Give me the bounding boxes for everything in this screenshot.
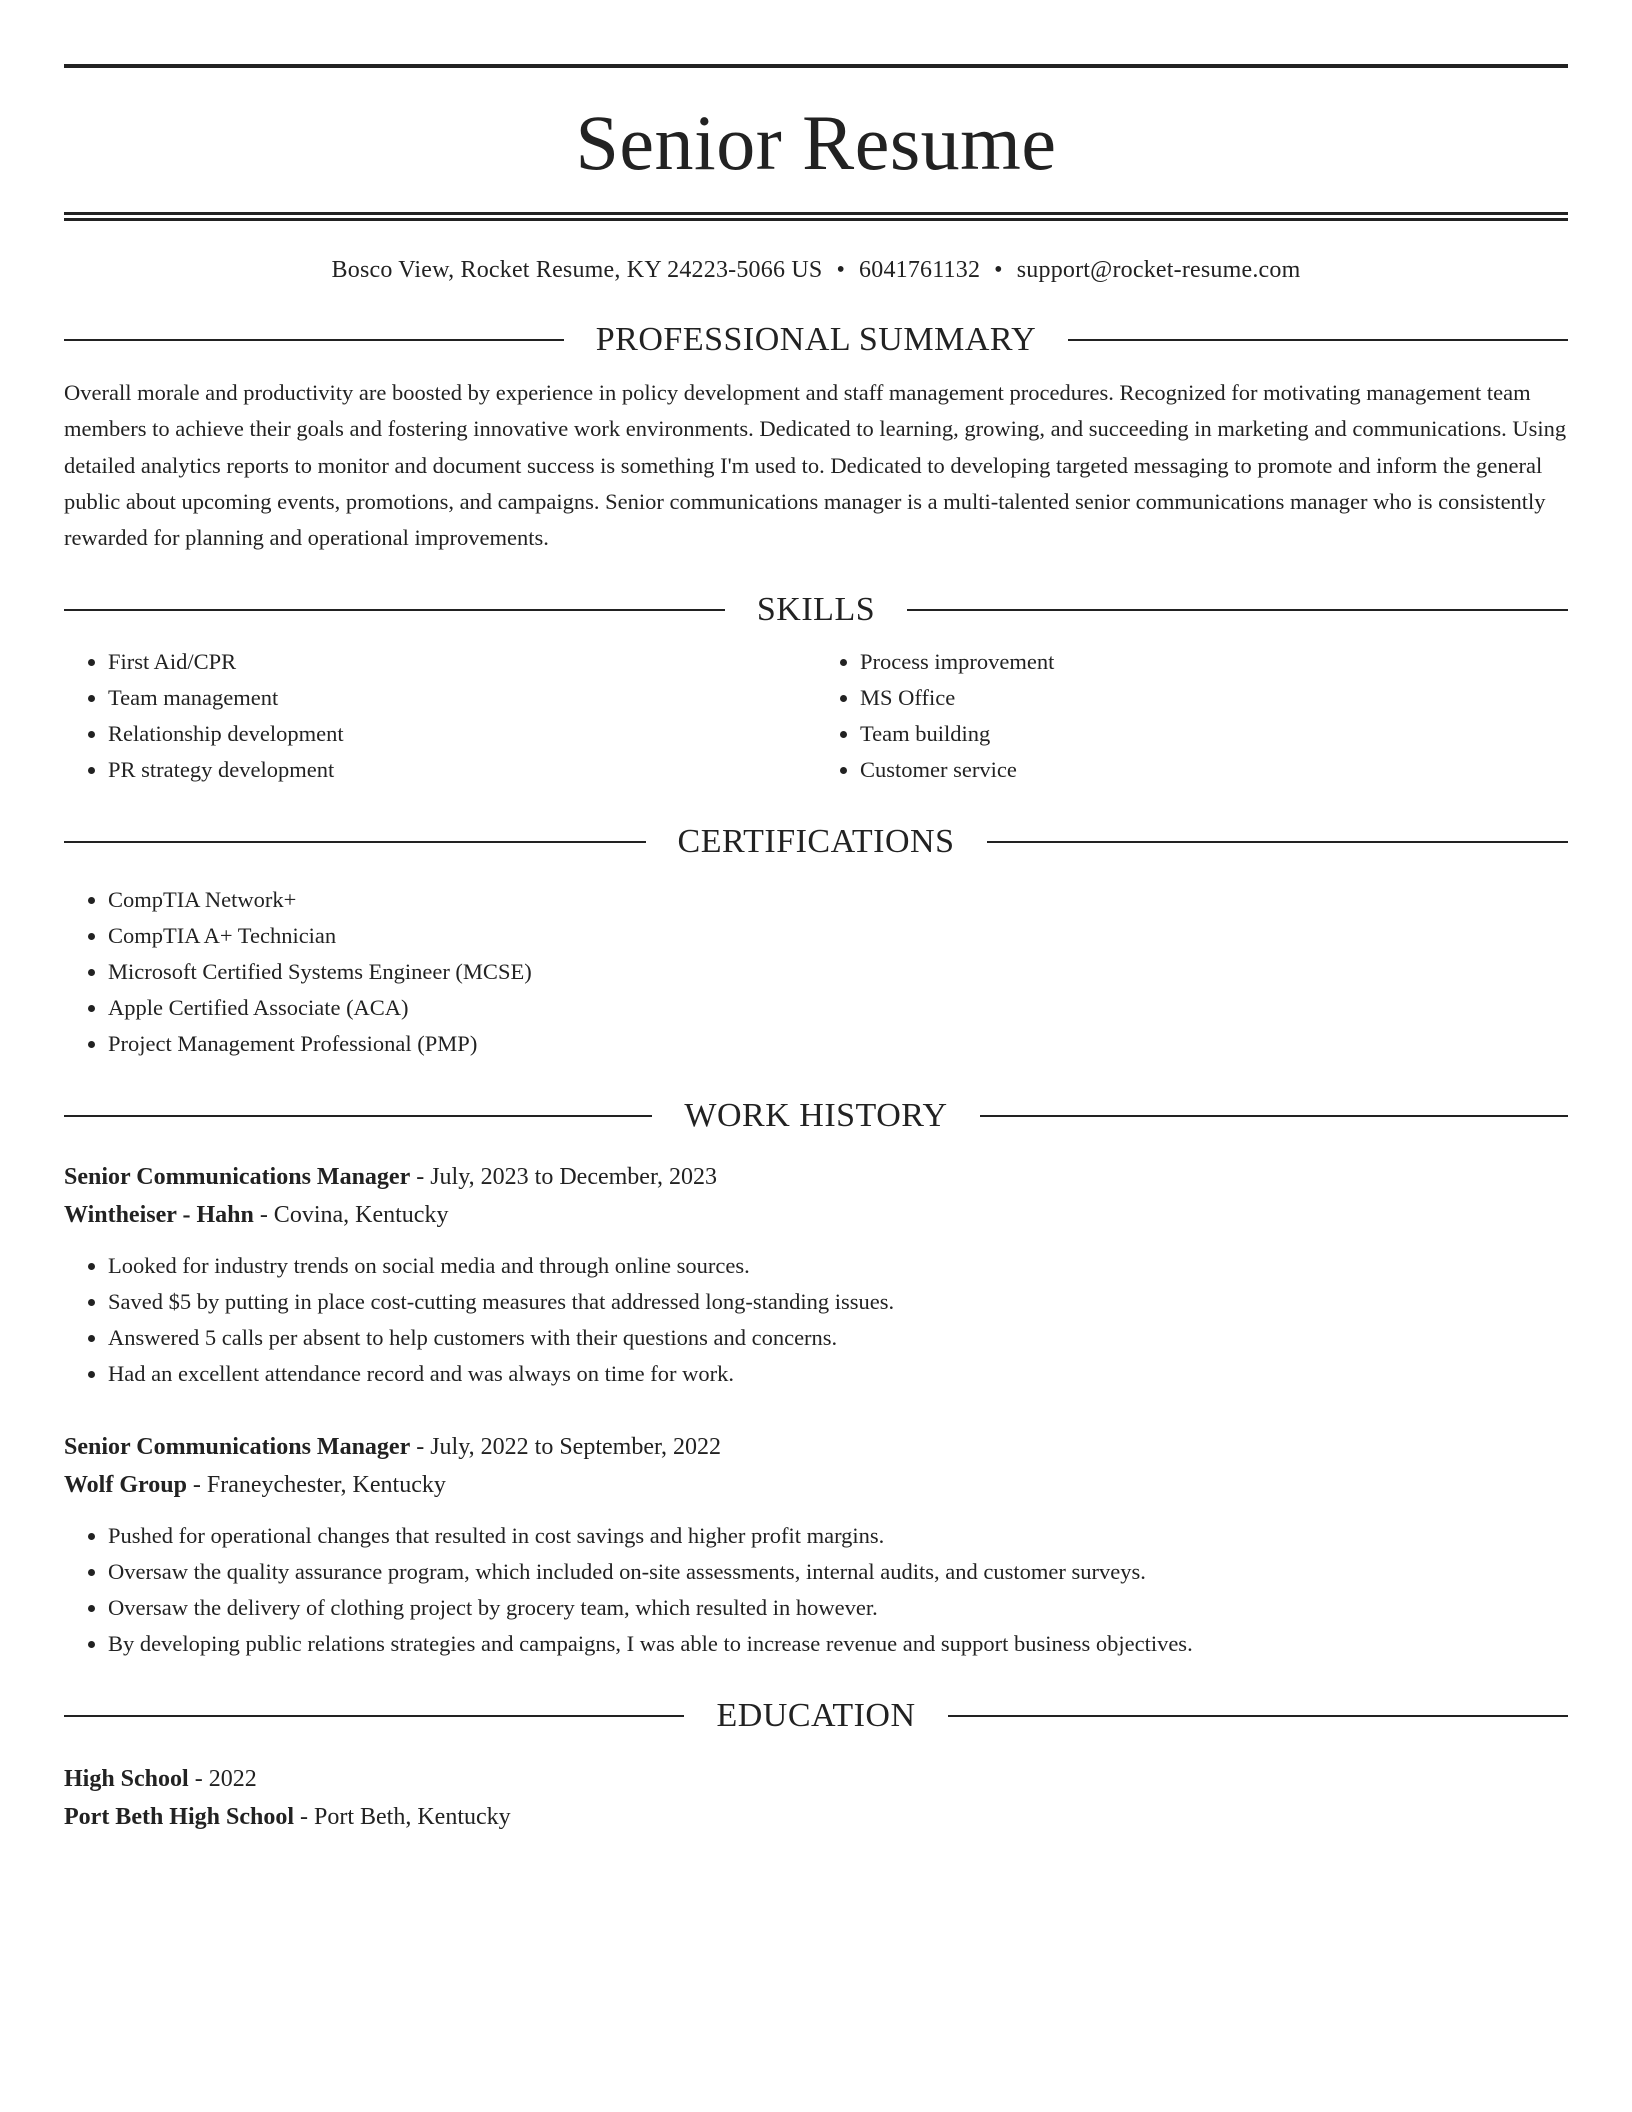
certifications-title: CERTIFICATIONS bbox=[677, 823, 955, 861]
certifications-list bbox=[64, 882, 1568, 1062]
skill-item: • Process improvement bbox=[860, 644, 1568, 680]
job-duty: • Oversaw the quality assurance program, which included on-site assessments, internal audits, and customer surveys. bbox=[108, 1554, 1568, 1590]
job-dates: - July, 2023 to December, 2023 bbox=[410, 1164, 717, 1191]
summary-title: PROFESSIONAL SUMMARY bbox=[595, 321, 1037, 358]
education-heading bbox=[64, 1694, 1568, 1738]
job-company-line bbox=[64, 1196, 1568, 1234]
job-duty: • Looked for industry trends on social media and through online sources. bbox=[108, 1248, 1568, 1284]
heading-rule bbox=[907, 609, 1568, 611]
skill-item: • PR strategy development bbox=[108, 752, 816, 788]
job-company: Wolf Group bbox=[64, 1472, 187, 1499]
job-duty: • Saved $5 by putting in place cost-cutting measures that addressed long-standing issues. bbox=[108, 1284, 1568, 1320]
job-duties bbox=[64, 1248, 1568, 1392]
job-role: Senior Communications Manager bbox=[64, 1164, 411, 1191]
heading-rule bbox=[987, 841, 1569, 843]
job-duties bbox=[64, 1518, 1568, 1662]
skill-item: • Customer service bbox=[860, 752, 1568, 788]
education-entry bbox=[64, 1760, 1568, 1836]
education-degree: High School bbox=[64, 1766, 189, 1793]
contact-separator: • bbox=[994, 257, 1003, 283]
certification-item: • Project Management Professional (PMP) bbox=[108, 1026, 1568, 1062]
skill-item: • First Aid/CPR bbox=[108, 644, 816, 680]
job-company: Wintheiser - Hahn bbox=[64, 1202, 254, 1229]
skills-column-right bbox=[816, 644, 1568, 788]
skill-item: • Relationship development bbox=[108, 716, 816, 752]
heading-rule bbox=[64, 841, 646, 843]
heading-rule bbox=[948, 1715, 1568, 1717]
job-entry bbox=[64, 1428, 1568, 1662]
heading-rule bbox=[64, 1115, 652, 1117]
job-duty: • Pushed for operational changes that resulted in cost savings and higher profit margins. bbox=[108, 1518, 1568, 1554]
skill-item: • Team building bbox=[860, 716, 1568, 752]
job-location: - Covina, Kentucky bbox=[253, 1202, 449, 1229]
education-school: Port Beth High School bbox=[64, 1804, 295, 1831]
certification-item: • CompTIA Network+ bbox=[108, 882, 1568, 918]
education-school-line bbox=[64, 1798, 1568, 1836]
heading-rule bbox=[1068, 339, 1568, 341]
contact-address: Bosco View, Rocket Resume, KY 24223-5066 US bbox=[331, 257, 823, 283]
contact-separator: • bbox=[836, 257, 846, 283]
job-location: - Franeychester, Kentucky bbox=[186, 1472, 446, 1499]
education-location: - Port Beth, Kentucky bbox=[294, 1804, 511, 1831]
job-duty: • Had an excellent attendance record and was always on time for work. bbox=[108, 1356, 1568, 1392]
skill-item: • MS Office bbox=[860, 680, 1568, 716]
job-role: Senior Communications Manager bbox=[64, 1434, 411, 1461]
education-year: - 2022 bbox=[188, 1766, 257, 1793]
job-dates: - July, 2022 to September, 2022 bbox=[410, 1434, 721, 1461]
heading-rule bbox=[64, 339, 564, 341]
heading-rule bbox=[64, 609, 725, 611]
certification-item: • Apple Certified Associate (ACA) bbox=[108, 990, 1568, 1026]
education-degree-line bbox=[64, 1760, 1568, 1798]
skills-column-left bbox=[64, 644, 816, 788]
summary-text: Overall morale and productivity are boosted by experience in policy development and staff management procedures. Recognized for motivating management team members to achieve their goals and fostering innovative work environments. Dedicated to learning, growing, and succeeding in marketing and communications. Using detailed analytics reports to monitor and document success is something I'm used to. Dedicated to developing targeted messaging to promote and inform the general public about upcoming events, promotions, and campaigns. Senior communications manager is a multi-talented senior communications manager who is consistently rewarded for planning and operational improvements. bbox=[64, 380, 1567, 551]
job-duty: • Oversaw the delivery of clothing project by grocery team, which resulted in however. bbox=[108, 1590, 1568, 1626]
double-rule bbox=[64, 212, 1568, 221]
contact-email: support@rocket-resume.com bbox=[1016, 257, 1301, 283]
contact-line bbox=[64, 254, 1568, 286]
contact-phone: 6041761132 bbox=[859, 257, 981, 283]
certifications-heading bbox=[64, 820, 1568, 864]
skills-heading bbox=[64, 588, 1568, 632]
skills-title: SKILLS bbox=[756, 591, 876, 629]
heading-rule bbox=[64, 1715, 684, 1717]
summary-heading bbox=[64, 318, 1568, 362]
skill-item: • Team management bbox=[108, 680, 816, 716]
top-rule bbox=[64, 64, 1568, 68]
job-title-line bbox=[64, 1158, 1568, 1196]
job-company-line bbox=[64, 1466, 1568, 1504]
education-title: EDUCATION bbox=[716, 1697, 916, 1735]
certification-item: • CompTIA A+ Technician bbox=[108, 918, 1568, 954]
job-duty: • By developing public relations strategies and campaigns, I was able to increase revenue and support business objectives. bbox=[108, 1626, 1568, 1662]
job-title-line bbox=[64, 1428, 1568, 1466]
certification-item: • Microsoft Certified Systems Engineer (MCSE) bbox=[108, 954, 1568, 990]
work-history-title: WORK HISTORY bbox=[684, 1097, 948, 1135]
work-history-heading bbox=[64, 1094, 1568, 1138]
job-duty: • Answered 5 calls per absent to help customers with their questions and concerns. bbox=[108, 1320, 1568, 1356]
skills-list bbox=[64, 644, 1568, 788]
job-entry bbox=[64, 1158, 1568, 1392]
heading-rule bbox=[980, 1115, 1568, 1117]
resume-title: Senior Resume bbox=[575, 99, 1057, 186]
